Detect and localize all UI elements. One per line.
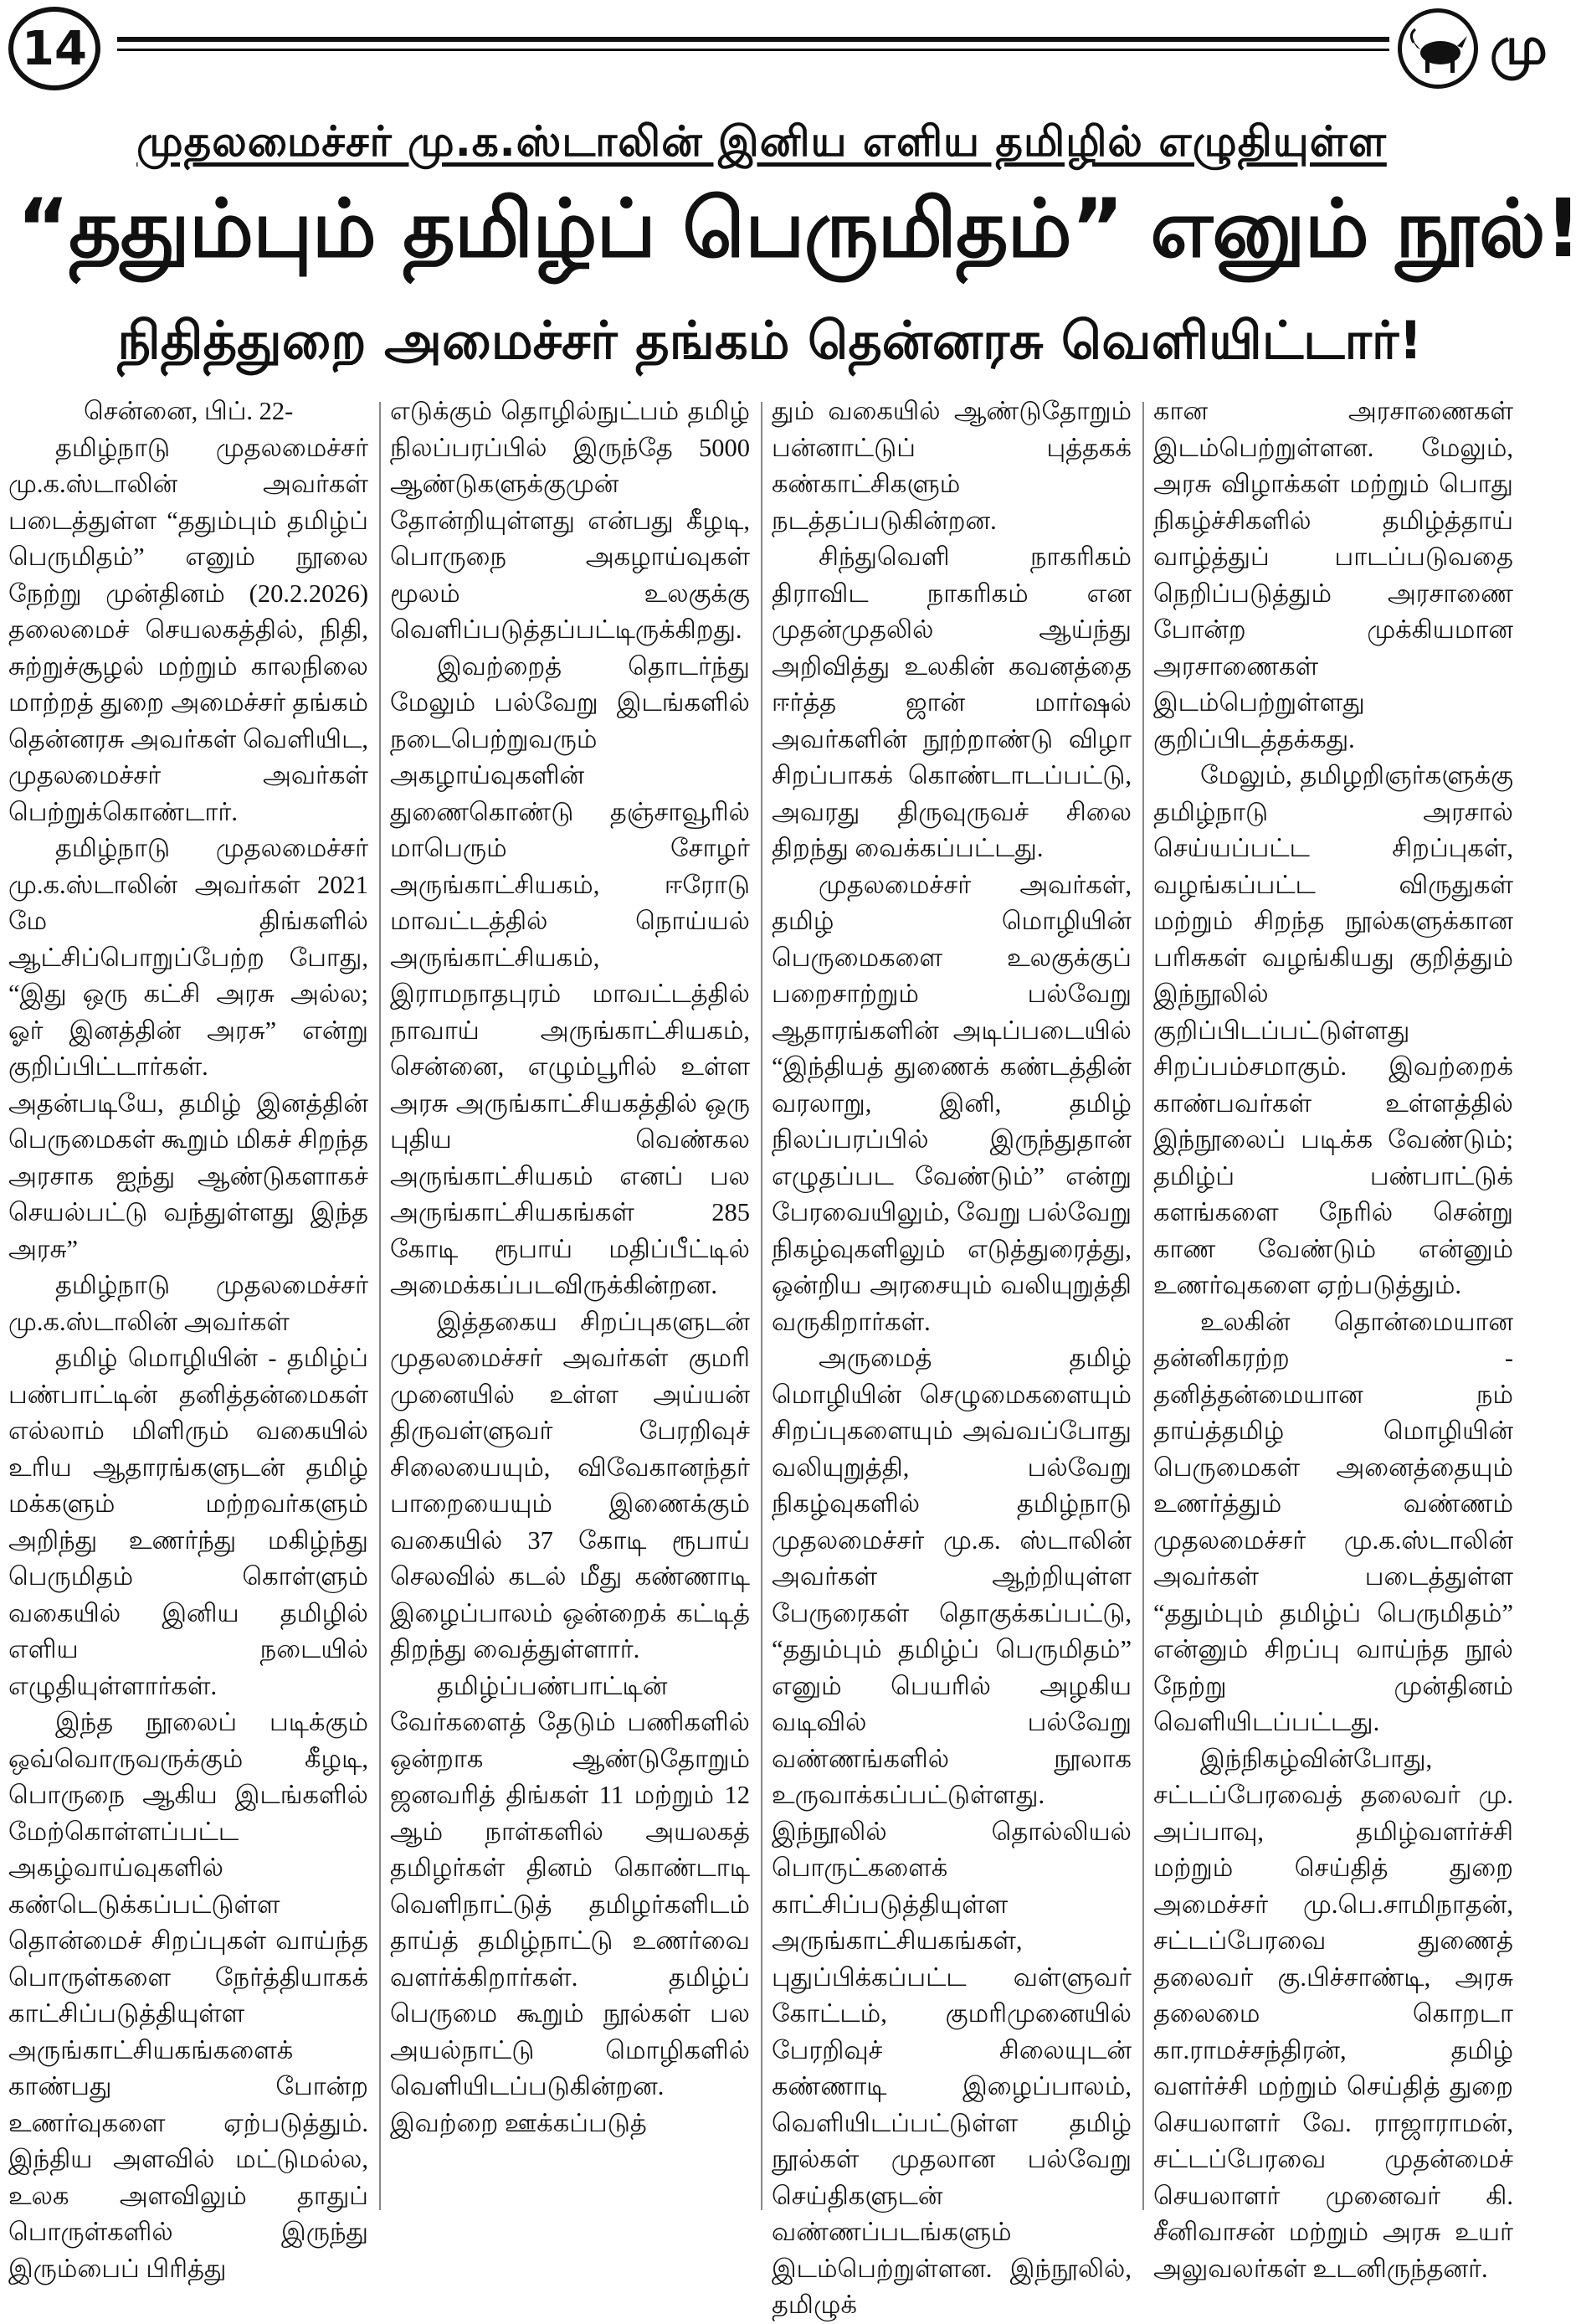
body-paragraph: கான அரசாணைகள் இடம்பெற்றுள்ளன. மேலும், அரசு விழாக்கள் மற்றும் பொது நிகழ்ச்சிகளில் தமிழ்த்தாய் வாழ்த்துப் பாடப்படுவதை நெறிப்படுத்தும் அரசாணை போன்ற முக்கியமான அரசாணைகள் இடம்பெற்றுள்ளது குறிப்பிடத்தக்கது.: [1153, 397, 1513, 753]
body-paragraph: சிந்துவெளி நாகரிகம் திராவிட நாகரிகம் என முதன்முதலில் ஆய்ந்து அறிவித்து உலகின் கவனத்தை ஈர்த்த ஜான் மார்ஷல் அவர்களின் நூற்றாண்டு விழா சிறப்பாகக் கொண்டாடப்பட்டு, அவரது திருவுருவச் சிலை திறந்து வைக்கப்பட்டது.: [772, 542, 1132, 862]
article-body: [8, 393, 1532, 2319]
bull-emblem-icon: [1398, 8, 1478, 89]
body-paragraph: தமிழ் மொழியின் - தமிழ்ப் பண்பாட்டின் தனித்தன்மைகள் எல்லாம் மிளிரும் வகையில் உரிய ஆதாரங்களுடன் தமிழ் மக்களும் மற்றவர்களும் அறிந்து உணர்ந்து மகிழ்ந்து பெருமிதம் கொள்ளும் வகையில் இனிய தமிழில் எளிய நடையில் எழுதியுள்ளார்கள்.: [8, 1344, 368, 1700]
article-column-1: [8, 393, 368, 2283]
article-column-4: [1153, 393, 1513, 2283]
body-paragraph: எடுக்கும் தொழில்நுட்பம் தமிழ் நிலப்பரப்பில் இருந்தே 5000 ஆண்டுகளுக்குமுன் தோன்றியுள்ளது என்பது கீழடி, பொருநை அகழாய்வுகள் மூலம் உலகுக்கு வெளிப்படுத்தப்பட்டிருக்கிறது.: [390, 397, 750, 644]
dateline: சென்னை, பிப். 22-: [84, 397, 294, 425]
body-paragraph: தமிழ்நாடு முதலமைச்சர் மு.க.ஸ்டாலின் அவர்கள்: [8, 1271, 368, 1336]
masthead-rules: [117, 37, 1389, 58]
article-column-2: [390, 393, 750, 2210]
page-number-badge: 14: [8, 7, 100, 90]
body-paragraph: தும் வகையில் ஆண்டுதோறும் பன்னாட்டுப் புத்தகக் கண்காட்சிகளும் நடத்தப்படுகின்றன.: [772, 397, 1132, 535]
article-column-3: [772, 393, 1132, 2319]
body-paragraph: இவற்றைத் தொடர்ந்து மேலும் பல்வேறு இடங்களில் நடைபெற்றுவரும் அகழாய்வுகளின் துணைகொண்டு தஞ்சாவூரில் மாபெரும் சோழர் அருங்காட்சியகம், ஈரோடு மாவட்டத்தில் நொய்யல் அருங்காட்சியகம், இராமநாதபுரம் மாவட்டத்தில் நாவாய் அருங்காட்சியகம், சென்னை, எழும்பூரில் உள்ள அரசு அருங்காட்சியகத்தில் ஒரு புதிய வெண்கல அருங்காட்சியகம் எனப் பல அருங்காட்சியகங்கள் 285 கோடி ரூபாய் மதிப்பீட்டில் அமைக்கப்படவிருக்கின்றன.: [390, 651, 750, 1299]
article-headline: “ததும்பும் தமிழ்ப் பெருமிதம்” எனும் நூல்!: [17, 182, 1581, 275]
masthead-title-fragment: மு: [1490, 15, 1548, 76]
body-paragraph: முதலமைச்சர் அவர்கள், தமிழ் மொழியின் பெருமைகளை உலகுக்குப் பறைசாற்றும் பல்வேறு ஆதாரங்களின் அடிப்படையில் “இந்தியத் துணைக் கண்டத்தின் வரலாறு, இனி, தமிழ் நிலப்பரப்பில் இருந்துதான் எழுதப்பட வேண்டும்” என்று பேரவையிலும், வேறு பல்வேறு நிகழ்வுகளிலும் எடுத்துரைத்து, ஒன்றிய அரசையும் வலியுறுத்தி வருகிறார்கள்.: [772, 870, 1132, 1336]
article-kicker: முதலமைச்சர் மு.க.ஸ்டாலின் இனிய எளிய தமிழில் எழுதியுள்ள: [136, 117, 1387, 166]
body-paragraph: இந்த நூலைப் படிக்கும் ஒவ்வொருவருக்கும் கீழடி, பொருநை ஆகிய இடங்களில் மேற்கொள்ளப்பட்ட அகழ்வாய்வுகளில் கண்டெடுக்கப்பட்டுள்ள தொன்மைச் சிறப்புகள் வாய்ந்த பொருள்களை நேர்த்தியாகக் காட்சிப்படுத்தியுள்ள அருங்காட்சியகங்களைக் காண்பது போன்ற உணர்வுகளை ஏற்படுத்தும். இந்திய அளவில் மட்டுமல்ல, உலக அளவிலும் தாதுப் பொருள்களில் இருந்து இரும்பைப் பிரித்து: [8, 1708, 368, 2283]
body-paragraph: மேலும், தமிழறிஞர்களுக்கு தமிழ்நாடு அரசால் செய்யப்பட்ட சிறப்புகள், வழங்கப்பட்ட விருதுகள் மற்றும் சிறந்த நூல்களுக்கான பரிசுகள் வழங்கியது குறித்தும் இந்நூலில் குறிப்பிடப்பட்டுள்ளது சிறப்பம்சமாகும். இவற்றைக் காண்பவர்கள் உள்ளத்தில் இந்நூலைப் படிக்க வேண்டும்; தமிழ்ப் பண்பாட்டுக் களங்களை நேரில் சென்று காண வேண்டும் என்னும் உணர்வுகளை ஏற்படுத்தும்.: [1153, 761, 1513, 1299]
masthead: [0, 0, 1548, 92]
body-paragraph: இத்தகைய சிறப்புகளுடன் முதலமைச்சர் அவர்கள் குமரி முனையில் உள்ள அய்யன் திருவள்ளுவர் பேரறிவுச் சிலையையும், விவேகானந்தர் பாறையையும் இணைக்கும் வகையில் 37 கோடி ரூபாய் செலவில் கடல் மீது கண்ணாடி இழைப்பாலம் ஒன்றைக் கட்டித் திறந்து வைத்துள்ளார்.: [390, 1307, 750, 1663]
body-paragraph: உலகின் தொன்மையான தன்னிகரற்ற - தனித்தன்மையான நம் தாய்த்தமிழ் மொழியின் பெருமைகள் அனைத்தையும் உணர்த்தும் வண்ணம் முதலமைச்சர் மு.க.ஸ்டாலின் அவர்கள் படைத்துள்ள “ததும்பும் தமிழ்ப் பெருமிதம்” என்னும் சிறப்பு வாய்ந்த நூல் நேற்று முன்தினம் வெளியிடப்பட்டது.: [1153, 1307, 1513, 1736]
article-subhead: நிதித்துறை அமைச்சர் தங்கம் தென்னரசு வெளியிட்டார்!: [117, 310, 1423, 371]
body-paragraph: தமிழ்நாடு முதலமைச்சர் மு.க.ஸ்டாலின் அவர்கள் 2021 மே திங்களில் ஆட்சிப்பொறுப்பேற்ற போது, “இது ஒரு கட்சி அரசு அல்ல; ஓர் இனத்தின் அரசு” என்று குறிப்பிட்டார்கள். அதன்படியே, தமிழ் இனத்தின் பெருமைகள் கூறும் மிகச் சிறந்த அரசாக ஐந்து ஆண்டுகளாகச் செயல்பட்டு வந்துள்ளது இந்த அரசு”: [8, 834, 368, 1263]
body-paragraph: தமிழ்நாடு முதலமைச்சர் மு.க.ஸ்டாலின் அவர்கள் படைத்துள்ள “ததும்பும் தமிழ்ப் பெருமிதம்” எனும் நூலை நேற்று முன்தினம் (20.2.2026) தலைமைச் செயலகத்தில், நிதி, சுற்றுச்சூழல் மற்றும் காலநிலை மாற்றத் துறை அமைச்சர் தங்கம் தென்னரசு அவர்கள் வெளியிட, முதலமைச்சர் அவர்கள் பெற்றுக்கொண்டார்.: [8, 433, 368, 826]
body-paragraph: தமிழ்ப்பண்பாட்டின் வேர்களைத் தேடும் பணிகளில் ஒன்றாக ஆண்டுதோறும் ஜனவரித் திங்கள் 11 மற்றும் 12 ஆம் நாள்களில் அயலகத் தமிழர்கள் தினம் கொண்டாடி வெளிநாட்டுத் தமிழர்களிடம் தாய்த் தமிழ்நாட்டு உணர்வை வளர்க்கிறார்கள். தமிழ்ப் பெருமை கூறும் நூல்கள் பல அயல்நாட்டு மொழிகளில் வெளியிடப்படுகின்றன. இவற்றை ஊக்கப்படுத்: [390, 1671, 750, 2137]
body-paragraph: அருமைத் தமிழ் மொழியின் செழுமைகளையும் சிறப்புகளையும் அவ்வப்போது வலியுறுத்தி, பல்வேறு நிகழ்வுகளில் தமிழ்நாடு முதலமைச்சர் மு.க. ஸ்டாலின் அவர்கள் ஆற்றியுள்ள பேருரைகள் தொகுக்கப்பட்டு, “ததும்பும் தமிழ்ப் பெருமிதம்” எனும் பெயரில் அழகிய வடிவில் பல்வேறு வண்ணங்களில் நூலாக உருவாக்கப்பட்டுள்ளது. இந்நூலில் தொல்லியல் பொருட்களைக் காட்சிப்படுத்தியுள்ள அருங்காட்சியகங்கள், புதுப்பிக்கப்பட்ட வள்ளுவர் கோட்டம், குமரிமுனையில் பேரறிவுச் சிலையுடன் கண்ணாடி இழைப்பாலம், வெளியிடப்பட்டுள்ள தமிழ் நூல்கள் முதலான பல்வேறு செய்திகளுடன் வண்ணப்படங்களும் இடம்பெற்றுள்ளன. இந்நூலில், தமிழுக்: [772, 1344, 1132, 2319]
body-paragraph: இந்நிகழ்வின்போது, சட்டப்பேரவைத் தலைவர் மு. அப்பாவு, தமிழ்வளர்ச்சி மற்றும் செய்தித் துறை அமைச்சர் மு.பெ.சாமிநாதன், சட்டப்பேரவை துணைத் தலைவர் கு.பிச்சாண்டி, அரசு தலைமை கொறடா கா.ராமச்சந்திரன், தமிழ் வளர்ச்சி மற்றும் செய்தித் துறை செயலாளர் வே. ராஜாராமன், சட்டப்பேரவை முதன்மைச் செயலாளர் முனைவர் கி. சீனிவாசன் மற்றும் அரசு உயர் அலுவலர்கள் உடனிருந்தனர்.: [1153, 1744, 1513, 2283]
